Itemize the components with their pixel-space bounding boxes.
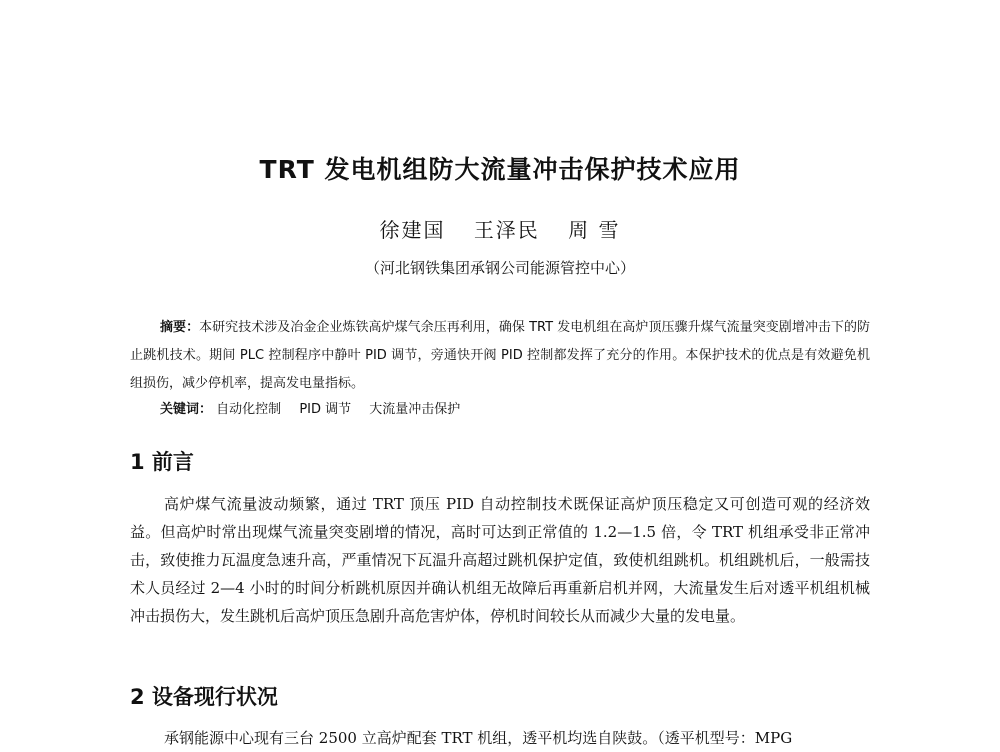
section-body: 承钢能源中心现有三台 2500 立高炉配套 TRT 机组，透平机均选自陕鼓。（透平机型号：MPG xyxy=(164,729,793,747)
affiliation: （河北钢铁集团承钢公司能源管控中心） xyxy=(364,259,635,277)
section-heading: 1 前言 xyxy=(130,450,194,474)
keyword: 自动化控制 xyxy=(216,402,282,417)
section-heading: 2 设备现行状况 xyxy=(130,685,278,709)
abstract xyxy=(130,314,870,398)
author-name: 王泽民 xyxy=(473,218,540,242)
keywords xyxy=(160,398,860,417)
keyword: 大流量冲击保护 xyxy=(369,402,461,417)
author-name: 周 雪 xyxy=(568,218,621,242)
abstract-label: 摘要： xyxy=(160,320,200,335)
author-name: 徐建国 xyxy=(379,218,446,242)
abstract-text: 本研究技术涉及冶金企业炼铁高炉煤气余压再利用，确保 TRT 发电机组在高炉顶压骤升煤气流量突变剧增冲击下的防止跳机技术。期间 PLC 控制程序中静叶 PID 调节，旁通快开阀 PID 控制都发挥了充分的作用。本保护技术的优点是有效避免机组损伤，减少停机率，提高发电量指标。 xyxy=(130,320,870,391)
section-body: 高炉煤气流量波动频繁，通过 TRT 顶压 PID 自动控制技术既保证高炉顶压稳定又可创造可观的经济效益。但高炉时常出现煤气流量突变剧增的情况，高时可达到正常值的 1.2—1.5 倍，令 TRT 机组承受非正常冲击，致使推力瓦温度急速升高，严重情况下瓦温升高超过跳机保护定值，致使机组跳机。机组跳机后，一般需技术人员经过 2—4 小时的时间分析跳机原因并确认机组无故障后再重新启机并网，大流量发生后对透平机组机械冲击损伤大，发生跳机后高炉顶压急剧升高危害炉体，停机时间较长从而减少大量的发电量。 xyxy=(130,495,870,625)
keyword: PID 调节 xyxy=(299,402,352,417)
author-list xyxy=(0,214,1000,243)
paper-title: TRT 发电机组防大流量冲击保护技术应用 xyxy=(259,155,741,184)
keywords-label: 关键词： xyxy=(160,402,213,417)
